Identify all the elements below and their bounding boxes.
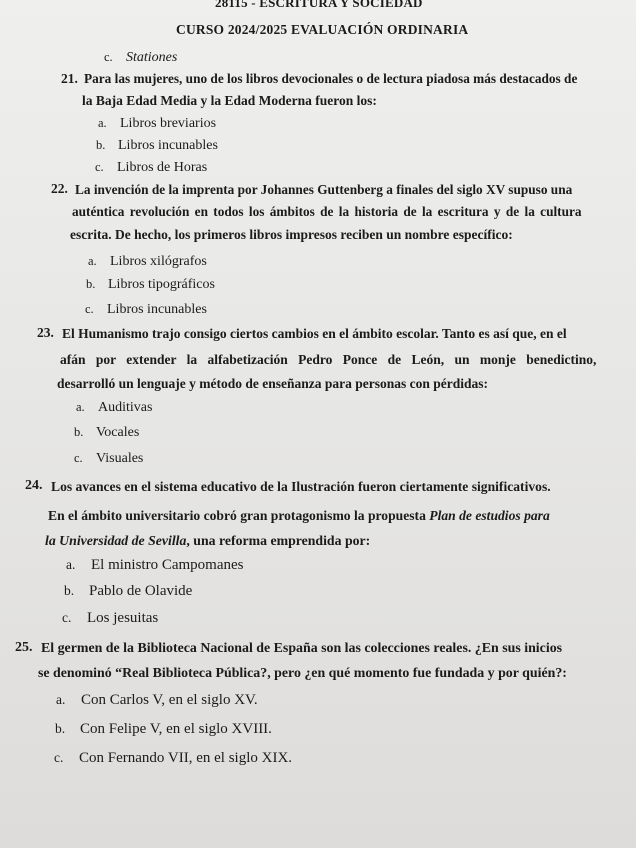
option-b — [86, 277, 215, 293]
option-label: c. — [62, 610, 72, 625]
question-text: La invención de la imprenta por Johannes Guttenberg a finales del siglo XV supuso una — [75, 182, 573, 197]
question-text: escrita. De hecho, los primeros libros impresos reciben un nombre específico: — [70, 227, 513, 242]
question-text: se denominó “Real Biblioteca Pública?, pero ¿en qué momento fue fundada y por quién?: — [38, 666, 567, 681]
option-text: Con Felipe V, en el siglo XVIII. — [80, 721, 272, 737]
option-text: Libros incunables — [118, 138, 218, 153]
option-c — [74, 451, 143, 467]
option-label: b. — [96, 138, 106, 152]
question-text: la Baja Edad Media y la Edad Moderna fueron los: — [82, 93, 377, 108]
option-text: Auditivas — [98, 400, 153, 415]
question-text: afán por extender la alfabetización Pedro Ponce de León, un monje benedictino, — [60, 352, 597, 367]
option-label: b. — [74, 425, 84, 439]
question-text-line — [48, 508, 550, 524]
question-text: El Humanismo trajo consigo ciertos cambios en el ámbito escolar. Tanto es así que, en el — [62, 326, 567, 341]
option-text: Pablo de Olavide — [89, 583, 193, 599]
option-text: Libros xilógrafos — [110, 254, 207, 269]
session-header: CURSO 2024/2025 EVALUACIÓN ORDINARIA — [176, 22, 469, 37]
option-label: c. — [74, 451, 83, 465]
question-text-line — [45, 533, 370, 549]
option-label: a. — [76, 400, 85, 414]
option-text: Stationes — [126, 50, 178, 65]
option-label: a. — [98, 116, 107, 130]
option-b — [55, 721, 272, 738]
option-label: a. — [66, 557, 76, 572]
question-number: 23. — [37, 325, 54, 340]
option-c — [85, 302, 207, 318]
option-label: c. — [54, 750, 64, 765]
option-label: c. — [85, 302, 94, 316]
question-number: 25. — [15, 640, 33, 655]
option-text: Libros tipográficos — [108, 277, 215, 292]
option-label: b. — [86, 277, 96, 291]
plan-title-part1: Plan de estudios para — [429, 508, 550, 523]
option-label: c. — [95, 160, 104, 174]
course-header: 28115 - ESCRITURA Y SOCIEDAD — [215, 0, 423, 10]
question-text: El germen de la Biblioteca Nacional de España son las colecciones reales. ¿En sus inicios — [41, 641, 563, 656]
question-text: Para las mujeres, uno de los libros devocionales o de lectura piadosa más destacados de — [84, 71, 578, 86]
question-text: Los avances en el sistema educativo de la Ilustración fueron ciertamente significativos. — [51, 479, 551, 494]
option-label: a. — [88, 254, 97, 268]
option-c — [95, 160, 207, 176]
option-text: Libros breviarios — [120, 116, 217, 131]
option-label: b. — [55, 721, 66, 736]
option-text: Con Fernando VII, en el siglo XIX. — [79, 750, 293, 766]
option-b — [74, 425, 139, 441]
option-label: a. — [56, 692, 66, 707]
option-text: El ministro Campomanes — [91, 557, 244, 573]
option-text: Libros de Horas — [117, 160, 208, 175]
option-b — [96, 138, 218, 154]
question-text: desarrolló un lenguaje y método de enseñanza para personas con pérdidas: — [57, 376, 489, 391]
option-label: b. — [64, 583, 75, 598]
prev-option-c — [104, 50, 177, 66]
option-a — [98, 116, 216, 132]
option-c — [54, 750, 292, 767]
question-text: En el ámbito universitario cobró gran protagonismo la propuesta — [48, 508, 430, 523]
option-text: Con Carlos V, en el siglo XV. — [81, 692, 258, 708]
option-c — [62, 610, 158, 627]
option-a — [76, 400, 152, 416]
question-text: , una reforma emprendida por: — [186, 533, 371, 548]
option-text: Vocales — [96, 425, 140, 440]
option-a — [66, 557, 243, 574]
option-a — [88, 254, 207, 270]
question-number: 24. — [25, 478, 43, 493]
option-label: c. — [104, 50, 113, 64]
option-b — [64, 583, 192, 600]
question-number: 21. — [61, 71, 78, 86]
question-number: 22. — [51, 181, 68, 196]
plan-title-part2: la Universidad de Sevilla — [45, 533, 187, 548]
option-a — [56, 692, 258, 709]
option-text: Los jesuitas — [87, 610, 159, 626]
option-text: Libros incunables — [107, 302, 207, 317]
option-text: Visuales — [96, 451, 144, 466]
question-text: auténtica revolución en todos los ámbitos de la historia de la escritura y de la cultura — [72, 204, 582, 219]
